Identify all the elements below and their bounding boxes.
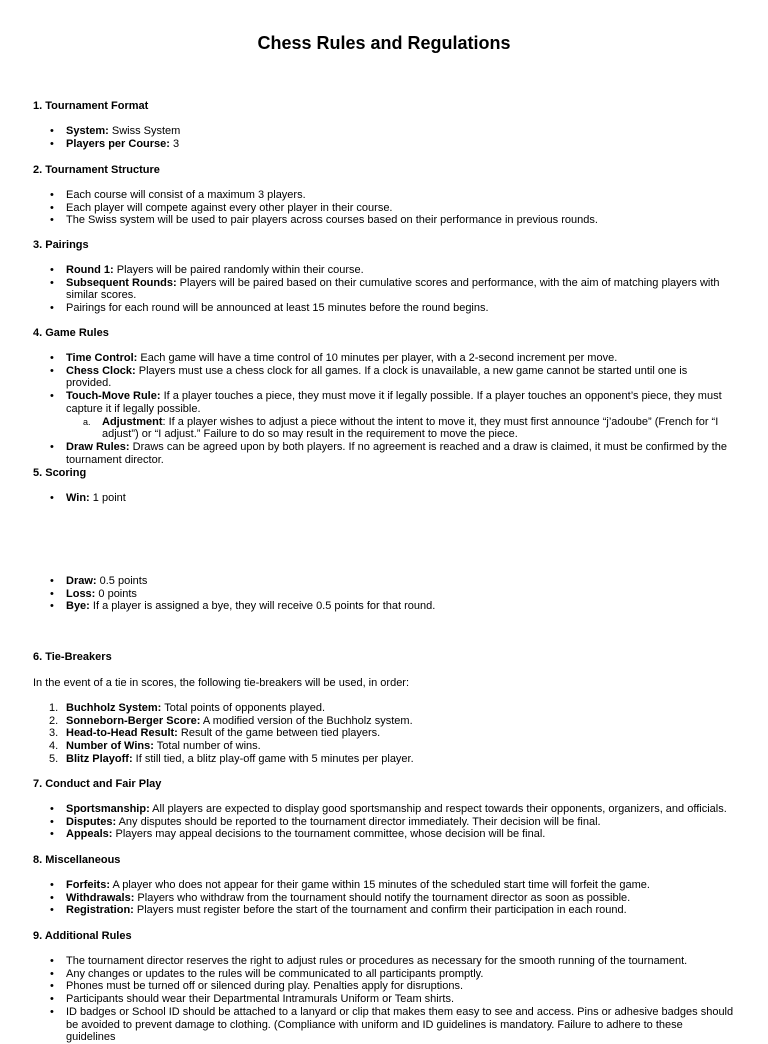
list-item <box>0 125 768 138</box>
list-item <box>0 352 768 365</box>
item-text: If still tied, a blitz play-off game with 5 minutes per player. <box>132 752 414 765</box>
item-label: Disputes: <box>66 815 117 828</box>
item-text: Total points of opponents played. <box>161 702 326 714</box>
item-text: Pairings for each round will be announced at least 15 minutes before the round begins. <box>66 302 489 315</box>
sub-list-item <box>0 416 768 441</box>
item-label: Withdrawals: <box>66 891 135 904</box>
item-text: Phones must be turned off or silenced during play. Penalties apply for disruptions. <box>66 980 464 993</box>
list-item <box>0 575 768 588</box>
conduct-list <box>0 803 768 841</box>
item-text: Result of the game between tied players. <box>177 727 381 740</box>
list-item <box>0 202 768 215</box>
item-label: Buchholz System: <box>66 702 162 714</box>
section-heading-game-rules: 4. Game Rules <box>33 327 109 339</box>
list-item <box>0 879 768 892</box>
item-label: Adjustment <box>102 415 163 428</box>
item-text: If a player touches a piece, they must move it if legally possible. If a player touches an opponent’s piece, they must capture it if legally possible. <box>66 390 722 415</box>
section-heading-tournament-format: 1. Tournament Format <box>33 100 149 112</box>
item-text: Players must use a chess clock for all games. If a clock is unavailable, a new game cannot be started until one is provided. <box>66 364 688 390</box>
list-item <box>0 441 768 466</box>
game-rules-list <box>0 352 768 466</box>
list-item <box>0 1006 768 1044</box>
list-item <box>0 740 768 753</box>
scoring-list <box>0 575 768 613</box>
list-item <box>0 390 768 415</box>
section-heading-miscellaneous: 8. Miscellaneous <box>33 854 121 866</box>
section-heading-scoring: 5. Scoring <box>33 467 87 479</box>
item-label: Bye: <box>66 600 90 613</box>
list-item <box>0 302 768 315</box>
item-text: The tournament director reserves the right to adjust rules or procedures as necessary for the smooth running of the tournament. <box>66 955 688 967</box>
tournament-format-list <box>0 125 768 150</box>
item-label: System: <box>66 125 109 137</box>
list-item <box>0 264 768 277</box>
item-label: Sportsmanship: <box>66 803 150 815</box>
item-text: Each course will consist of a maximum 3 players. <box>66 189 306 201</box>
item-text: ID badges or School ID should be attached to a lanyard or clip that makes them easy to see and access. Pins or adhesive badges should be avoided to prevent damage to clothing. (Compliance with uniform and ID guidelines is mandatory. Failure to adhere to these guidelines <box>66 1005 734 1044</box>
item-label: Registration: <box>66 904 134 917</box>
item-text: Each game will have a time control of 10 minutes per player, with a 2-second increment per move. <box>137 352 618 364</box>
section-heading-pairings: 3. Pairings <box>33 239 89 251</box>
item-text: Players who withdraw from the tournament should notify the tournament director as soon as possible. <box>134 891 631 904</box>
list-item <box>0 214 768 227</box>
item-label: Draw Rules: <box>66 440 130 453</box>
item-label: Forfeits: <box>66 879 110 891</box>
item-label: Touch-Move Rule: <box>66 390 161 403</box>
item-text: Each player will compete against every other player in their course. <box>66 201 393 214</box>
list-item <box>0 980 768 993</box>
tournament-structure-list <box>0 189 768 227</box>
list-item <box>0 600 768 613</box>
list-item <box>0 702 768 715</box>
document-title: Chess Rules and Regulations <box>257 33 511 53</box>
list-item <box>0 816 768 829</box>
item-text: 0.5 points <box>96 575 148 587</box>
list-item <box>0 189 768 202</box>
item-label: Players per Course: <box>66 137 170 150</box>
list-item <box>0 968 768 981</box>
list-item <box>0 753 768 766</box>
list-item <box>0 365 768 390</box>
item-label: Sonneborn-Berger Score: <box>66 714 201 727</box>
item-text: If a player is assigned a bye, they will receive 0.5 points for that round. <box>89 600 436 613</box>
list-item <box>0 715 768 728</box>
section-heading-conduct: 7. Conduct and Fair Play <box>33 778 162 790</box>
pairings-list <box>0 264 768 315</box>
tie-breakers-intro: In the event of a tie in scores, the following tie-breakers will be used, in order: <box>33 677 410 689</box>
section-heading-tournament-structure: 2. Tournament Structure <box>33 164 160 176</box>
item-text: The Swiss system will be used to pair players across courses based on their performance in previous rounds. <box>66 214 598 227</box>
section-heading-tie-breakers: 6. Tie-Breakers <box>33 651 112 663</box>
item-text: Participants should wear their Departmental Intramurals Uniform or Team shirts. <box>66 993 455 1006</box>
additional-rules-list <box>0 955 768 1044</box>
item-label: Win: <box>66 492 90 504</box>
item-text: A player who does not appear for their game within 15 minutes of the scheduled start time will forfeit the game. <box>110 879 650 891</box>
item-text: : If a player wishes to adjust a piece without the intent to move it, they must first announce “j’adoube” (French for “I adjust”) or “I adjust.” Failure to do so may result in the requirement to move the piece. <box>102 415 719 441</box>
miscellaneous-list <box>0 879 768 917</box>
item-text: Players must register before the start of the tournament and confirm their participation in each round. <box>133 904 627 917</box>
list-item <box>0 727 768 740</box>
item-label: Draw: <box>66 575 97 587</box>
item-label: Blitz Playoff: <box>66 752 133 765</box>
list-item <box>0 892 768 905</box>
item-text: Total number of wins. <box>153 740 261 753</box>
item-text: Players will be paired randomly within their course. <box>113 264 364 276</box>
item-text: Swiss System <box>108 125 181 137</box>
list-item <box>0 138 768 151</box>
item-text: A modified version of the Buchholz system. <box>200 714 413 727</box>
item-label: Head-to-Head Result: <box>66 727 178 740</box>
item-label: Number of Wins: <box>66 740 154 753</box>
list-item <box>0 904 768 917</box>
item-label: Loss: <box>66 587 96 600</box>
item-text: 1 point <box>89 492 126 504</box>
list-item <box>0 277 768 302</box>
item-text: Draws can be agreed upon by both players. If no agreement is reached and a draw is claimed, it must be confirmed by the tournament director. <box>66 440 727 466</box>
item-text: 3 <box>169 137 180 150</box>
item-text: Any disputes should be reported to the tournament director immediately. Their decision will be final. <box>116 815 601 828</box>
list-item <box>0 492 768 505</box>
section-heading-additional-rules: 9. Additional Rules <box>33 930 132 942</box>
list-item <box>0 955 768 968</box>
item-label: Round 1: <box>66 264 114 276</box>
item-text: 0 points <box>95 587 137 600</box>
item-label: Chess Clock: <box>66 364 136 377</box>
item-label: Time Control: <box>66 352 138 364</box>
item-text: Any changes or updates to the rules will be communicated to all participants promptly. <box>66 967 484 980</box>
list-item <box>0 828 768 841</box>
list-item <box>0 803 768 816</box>
item-text: Players may appeal decisions to the tournament committee, whose decision will be final. <box>112 828 546 841</box>
item-label: Appeals: <box>66 828 113 841</box>
scoring-list-win <box>0 492 768 505</box>
tie-breakers-list <box>0 702 768 766</box>
item-label: Subsequent Rounds: <box>66 276 177 289</box>
item-text: Players will be paired based on their cumulative scores and performance, with the aim of matching players with similar scores. <box>66 276 720 302</box>
list-item <box>0 588 768 601</box>
list-item <box>0 993 768 1006</box>
item-text: All players are expected to display good sportsmanship and respect towards their opponents, organizers, and officials. <box>149 803 727 815</box>
